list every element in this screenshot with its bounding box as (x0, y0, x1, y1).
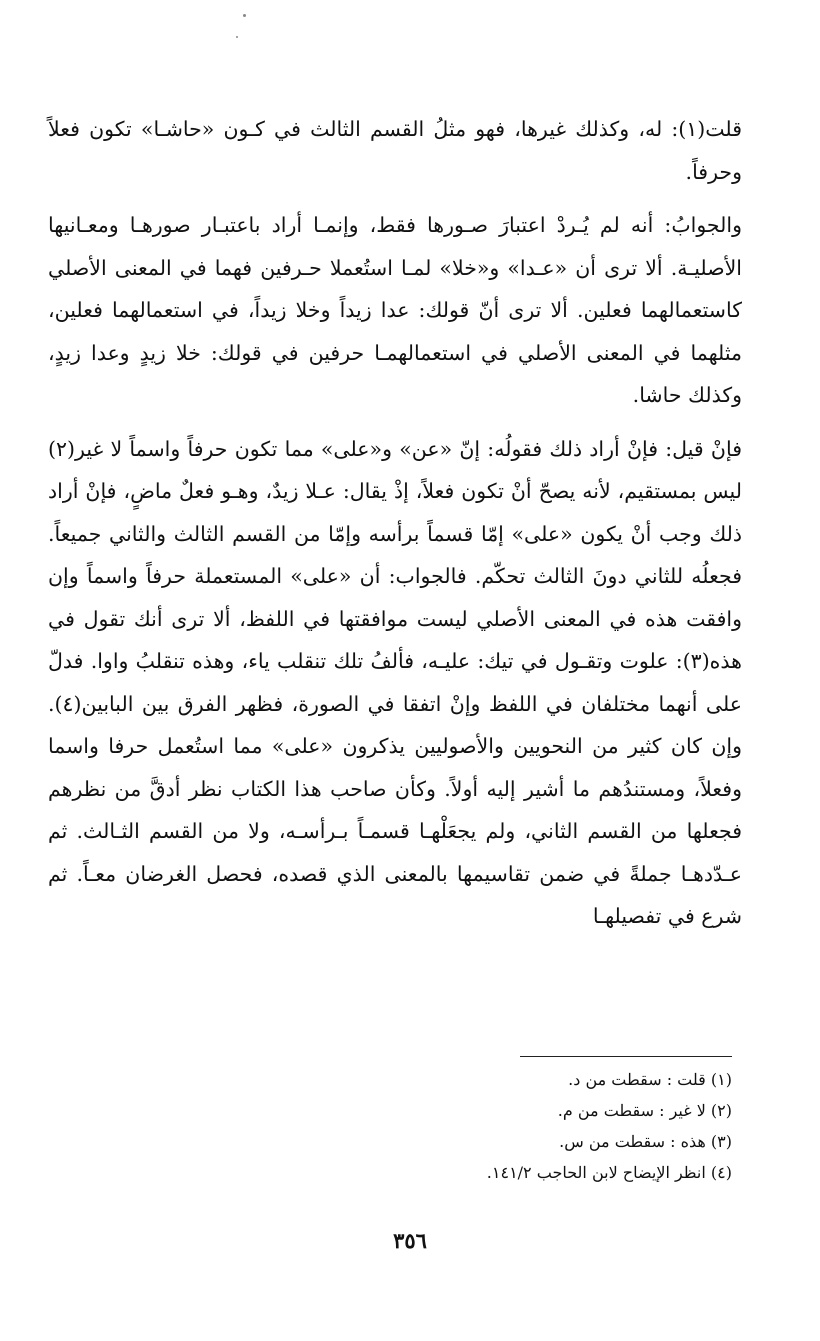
paragraph-3: فإنْ قيل: فإنْ أراد ذلك فقولُه: إنّ «عن» و«على» مما تكون حرفاً واسماً لا غير(٢) ليس بمستقيم، لأنه يصحّ أنْ تكون فعلاً، إذْ يقال: عـلا زيدٌ، وهـو فعلٌ ماضٍ، فإنْ أراد ذلك وجب أنْ يكون «على» إمّا قسماً برأسه وإمّا من القسم الثالث والثاني جميعاً. فجعلُه للثاني دونَ الثالث تحكّم. فالجواب: أن «على» المستعملة حرفاً واسماً وإن وافقت هذه في المعنى الأصلي ليست موافقتها في اللفظ، ألا ترى أنك تقول في هذه(٣): علوت وتقـول في تيك: عليـه، فألفُ تلك تنقلب ياء، وهذه تنقلبُ واوا. فدلّ على أنهما مختلفان في اللفظ وإنْ اتفقا في الصورة، فظهر الفرق بين البابين(٤). وإن كان كثير من النحويين والأصوليين يذكرون «على» مما استُعمل حرفا واسما وفعلاً، ومستندُهم ما أشير إليه أولاً. وكأن صاحب هذا الكتاب نظر أدقَّ من نظرهم فجعلها من القسم الثاني، ولم يجعَلْهـا قسمـاً بـرأسـه، ولا من القسم الثـالث. ثم عـدّدهـا جملةً في ضمن تقاسيمها بالمعنى الذي قصده، فحصل الغرضان معـاً. ثم شرع في تفصيلهـا (48, 436, 742, 928)
scan-speck (243, 14, 246, 17)
footnote-separator (520, 1056, 732, 1057)
footnote-2: (٢) لا غير : سقطت من م. (557, 1101, 732, 1120)
footnote-1: (١) قلت : سقطت من د. (568, 1070, 732, 1089)
paragraph-1: قلت(١): له، وكذلك غيرها، فهو مثلُ القسم الثالث في كـون «حاشـا» تكون فعلاً وحرفاً. (48, 117, 742, 184)
paragraph-2: والجوابُ: أنه لم يُـردْ اعتبارَ صـورها فقط، وإنمـا أراد باعتبـار صورهـا ومعـانيها الأصليـة. ألا ترى أن «عـدا» و«خلا» لمـا استُعملا حـرفين فهما في المعنى الأصلي كاستعمالهما فعلين. ألا ترى أنّ قولك: عدا زيداً وخلا زيداً، في استعمالهما فعلين، مثلهما في المعنى الأصلي في استعمالهمـا حرفين في قولك: خلا زيدٍ وعدا زيدٍ، وكذلك حاشا. (48, 213, 742, 407)
scan-speck (236, 36, 238, 38)
footnote-4: (٤) انظر الإيضاح لابن الحاجب ١٤١/٢. (486, 1163, 732, 1182)
footnotes (212, 1064, 732, 1188)
main-text (48, 108, 742, 949)
page-number: ٣٥٦ (393, 1228, 427, 1253)
footnote-3: (٣) هذه : سقطت من س. (559, 1132, 732, 1151)
